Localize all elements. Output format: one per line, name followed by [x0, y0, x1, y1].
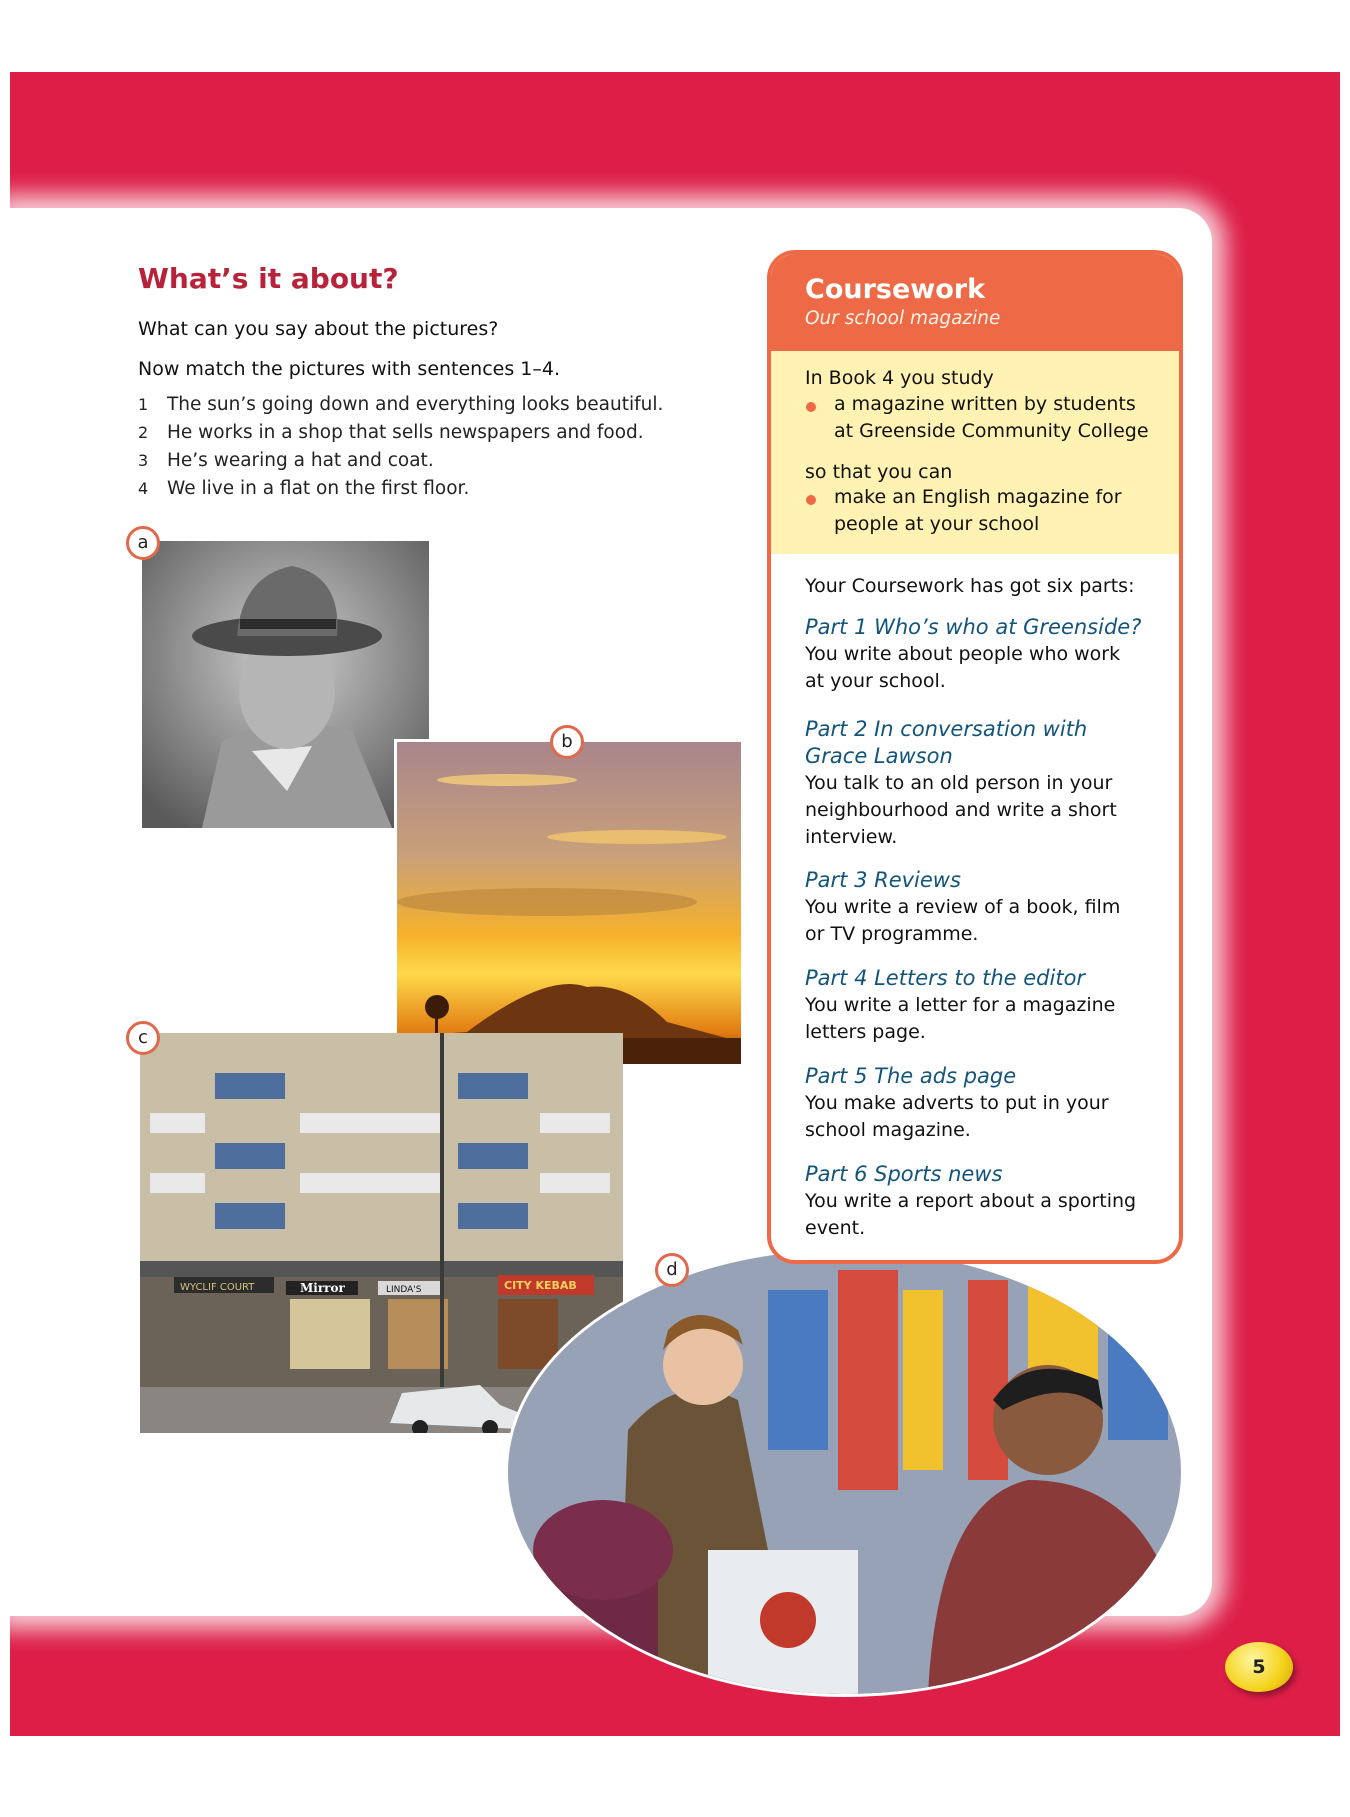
sentence-text: He works in a shop that sells newspapers and food.: [167, 422, 644, 443]
coursework-aims: [771, 351, 1179, 554]
sentence-number: 1: [138, 395, 149, 414]
sentence-text: The sun’s going down and everything looks beautiful.: [167, 394, 664, 415]
coursework-title: Coursework: [805, 274, 986, 305]
coursework-header: [771, 254, 1179, 351]
photo-a-man-in-hat: [142, 541, 429, 828]
sign-wyclif-court: WYCLIF COURT: [180, 1282, 255, 1293]
part-desc-line: interview.: [805, 826, 898, 848]
part-desc-line: You talk to an old person in your: [805, 772, 1113, 794]
parts-intro: Your Coursework has got six parts:: [805, 575, 1135, 597]
study-bullet: [805, 391, 1149, 445]
part-desc-line: event.: [805, 1217, 866, 1239]
list-item: [138, 475, 663, 503]
prompt-match: Now match the pictures with sentences 1–4.: [138, 358, 561, 380]
sign-lindas: LINDA'S: [386, 1285, 422, 1295]
study-intro: In Book 4 you study: [805, 367, 994, 389]
part-4: [805, 965, 1165, 1046]
part-desc-line: You write a letter for a magazine: [805, 994, 1116, 1016]
part-desc-line: or TV programme.: [805, 923, 979, 945]
sign-city-kebab: CITY KEBAB: [504, 1279, 577, 1292]
photo-label-d: d: [655, 1253, 689, 1287]
coursework-subtitle: Our school magazine: [805, 308, 1001, 329]
sentence-number: 3: [138, 451, 149, 470]
sentence-number: 2: [138, 423, 149, 442]
part-1: [805, 614, 1165, 695]
part-title-line-2: Grace Lawson: [805, 744, 953, 768]
part-title: Part 6 Sports news: [805, 1162, 1003, 1186]
photo-label-a: a: [126, 526, 160, 560]
coursework-panel: [767, 250, 1183, 1264]
part-2: [805, 716, 1165, 851]
prompt-pictures: What can you say about the pictures?: [138, 318, 499, 340]
part-desc-line: You write about people who work: [805, 643, 1121, 665]
part-desc-line: at your school.: [805, 670, 946, 692]
sentence-list: [138, 391, 663, 503]
sign-mirror: Mirror: [300, 1281, 345, 1295]
part-desc-line: school magazine.: [805, 1119, 971, 1141]
part-title: Part 2 In conversation with: [805, 717, 1088, 741]
part-3: [805, 867, 1165, 948]
page-number: 5: [1225, 1642, 1293, 1692]
part-desc-line: letters page.: [805, 1021, 926, 1043]
list-item: [138, 391, 663, 419]
list-item: [138, 419, 663, 447]
study-bullet-line-1: a magazine written by students: [834, 393, 1136, 415]
part-desc-line: You make adverts to put in your: [805, 1092, 1109, 1114]
sentence-text: He’s wearing a hat and coat.: [167, 450, 434, 471]
part-desc-line: neighbourhood and write a short: [805, 799, 1117, 821]
part-title: Part 3 Reviews: [805, 868, 961, 892]
part-title: Part 1 Who’s who at Greenside?: [805, 615, 1142, 639]
section-heading: What’s it about?: [138, 262, 399, 295]
part-6: [805, 1161, 1165, 1242]
so-bullet-line-2: people at your school: [834, 513, 1040, 535]
sentence-text: We live in a flat on the first floor.: [167, 478, 470, 499]
so-bullet-line-1: make an English magazine for: [834, 486, 1122, 508]
photo-label-c: c: [126, 1021, 160, 1055]
part-title: Part 5 The ads page: [805, 1064, 1017, 1088]
photo-b-sunset: [394, 739, 744, 1067]
part-desc-line: You write a report about a sporting: [805, 1190, 1137, 1212]
list-item: [138, 447, 663, 475]
sentence-number: 4: [138, 479, 149, 498]
photo-label-b: b: [550, 725, 584, 759]
so-intro: so that you can: [805, 461, 953, 483]
part-desc-line: You write a review of a book, film: [805, 896, 1121, 918]
photo-d-shop-counter: [505, 1247, 1184, 1697]
study-bullet-line-2: at Greenside Community College: [834, 420, 1149, 442]
part-title: Part 4 Letters to the editor: [805, 966, 1086, 990]
part-5: [805, 1063, 1165, 1144]
so-bullet: [805, 484, 1122, 538]
